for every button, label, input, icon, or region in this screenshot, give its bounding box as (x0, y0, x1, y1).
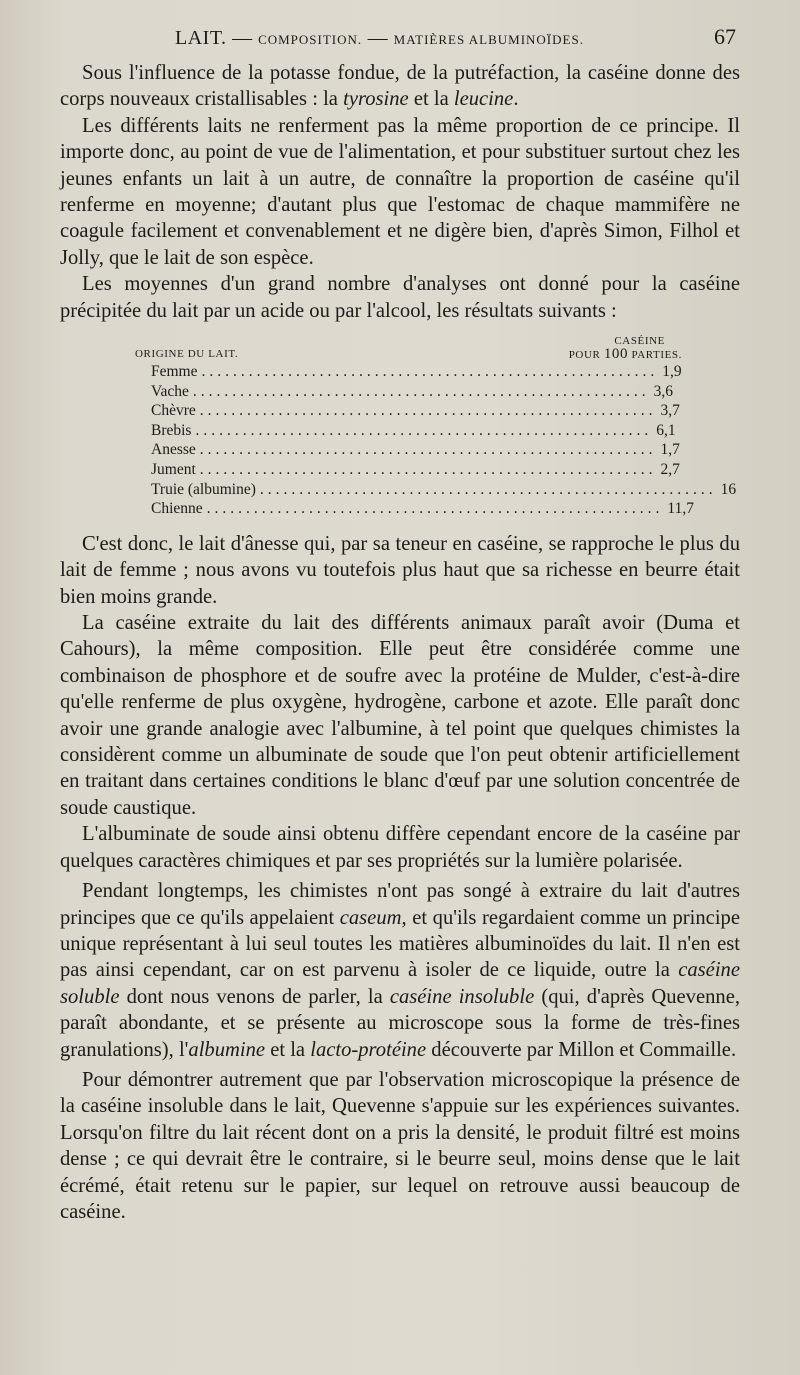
header-title: LAIT. (175, 27, 227, 49)
leader-dots: .......................................................... (199, 402, 657, 420)
casein-table (60, 332, 740, 519)
leader-dots: .......................................................... (201, 363, 659, 381)
table-row (60, 480, 737, 500)
row-value: 3,6 (653, 382, 673, 400)
page-number: 67 (714, 24, 736, 49)
term-lacto-proteine: lacto-protéine (310, 1038, 427, 1061)
table-header-hundred: 100 (603, 346, 629, 363)
term-caseine-insoluble: caséine insoluble (389, 985, 535, 1008)
term-albumine: albumine (188, 1038, 266, 1061)
row-value: 11,7 (667, 500, 694, 518)
row-origin: Chienne (151, 500, 203, 518)
row-value: 6,1 (656, 421, 676, 439)
p1-text-c: . (513, 88, 519, 111)
running-title (175, 27, 584, 50)
table-header-parties: PARTIES. (631, 349, 682, 362)
table-header-origin: ORIGINE DU LAIT. (135, 348, 239, 361)
p7-text-e: et la (265, 1038, 311, 1061)
p7-text-f: découverte par Millon et Commaille. (426, 1038, 737, 1061)
leader-dots: .......................................................... (206, 500, 664, 518)
table-header-parts (569, 345, 682, 366)
header-subsection: MATIÈRES ALBUMINOÏDES. (393, 32, 584, 47)
row-value: 2,7 (660, 461, 680, 479)
term-caseum: caseum (339, 906, 402, 929)
leader-dots: .......................................................... (259, 480, 717, 498)
table-header (60, 332, 740, 362)
paragraph-5: La caséine extraite du lait des différents animaux paraît avoir (Duma et Cahours), la même composition. Elle peut être considérée comme une combinaison de phosphore et de soufre avec la protéine de Mulder, c'est-à-dire qu'elle renferme de plus oxygène, hydrogène, carbone et azote. Elle paraît donc avoir une grande analogie avec l'albumine, à tel point que quelques chimistes la considèrent comme un albuminate de soude que l'on peut obtenir artificiellement en traitant dans certaines conditions le blanc d'œuf par une solution concentrée de soude caustique. (60, 612, 740, 819)
row-origin: Chèvre (151, 402, 196, 420)
p7-text-b: , et qu'ils regardaient comme un principe unique représentant à lui seul toutes les matières albuminoïdes du lait. Il n'en est pas ainsi cependant, car on est parvenu à isoler de ce liquide, outre la (60, 906, 740, 982)
header-dash-2: — (367, 27, 389, 49)
p7-text-d: (qui, d'après Quevenne, paraît abondante, et se présente au microscope sous la forme de très-fines granulations), l' (60, 985, 740, 1061)
p1-text-b: et la (408, 88, 454, 111)
term-tyrosine: tyrosine (343, 88, 409, 111)
p7-text-a: Pendant longtemps, les chimistes n'ont pas songé à extraire du lait d'autres principes que ce qu'ils appelaient (60, 880, 740, 929)
table-header-casein: CASÉINE (614, 335, 665, 348)
paragraph-1 (60, 60, 740, 113)
row-origin: Femme (151, 363, 198, 381)
table-header-pour: POUR (568, 349, 601, 362)
paragraph-8: Pour démontrer autrement que par l'observation microscopique la présence de la caséine insoluble dans le lait, Quevenne s'appuie sur les expériences suivantes. Lorsqu'on filtre du lait récent dont on a pris la densité, le produit filtré est moins dense ; ce qui devrait être le contraire, si le beurre seul, moins dense que le lait écrémé, était retenu sur le papier, sur lequel on retrouve aussi beaucoup de caséine. (60, 1068, 740, 1223)
table-row (60, 421, 676, 441)
table-row (60, 499, 694, 519)
term-leucine: leucine (453, 88, 514, 111)
table-row (60, 401, 680, 421)
paragraph-6: L'albuminate de soude ainsi obtenu diffère cependant encore de la caséine par quelques caractères chimiques et par ses propriétés sur la lumière polarisée. (60, 823, 740, 872)
header-dash: — (232, 27, 253, 49)
row-value: 16 (720, 480, 737, 498)
paragraph-7 (60, 878, 740, 1063)
row-origin: Anesse (151, 441, 196, 459)
leader-dots: .......................................................... (199, 461, 657, 479)
row-value: 3,7 (660, 402, 680, 420)
p1-text-a: Sous l'influence de la potasse fondue, de la putréfaction, la caséine donne des corps nouveaux cristallisables : la (60, 62, 740, 111)
running-header (60, 24, 736, 54)
row-origin: Vache (151, 382, 189, 400)
page-body (60, 60, 740, 1225)
leader-dots: .......................................................... (195, 421, 653, 439)
term-caseine-soluble: caséine soluble (60, 959, 740, 1008)
table-row (60, 382, 673, 402)
paragraph-4: C'est donc, le lait d'ânesse qui, par sa teneur en caséine, se rapproche le plus du lait de femme ; nous avons vu toutefois plus haut que sa richesse en beurre était bien moins grande. (60, 532, 740, 608)
row-origin: Brebis (151, 421, 192, 439)
row-origin: Jument (151, 461, 196, 479)
table-row (60, 440, 680, 460)
header-section: COMPOSITION. (258, 32, 363, 47)
paragraph-2: Les différents laits ne renferment pas la même proportion de ce principe. Il importe donc, au point de vue de l'alimentation, et pour substituer surtout chez les jeunes enfants un lait à un autre, de connaître la proportion de caséine qu'il renferme en moyenne; d'autant plus que l'estomac de chaque mammifère ne coagule facilement et convenablement et ne digère bien, d'après Simon, Filhol et Jolly, que le lait de son espèce. (60, 114, 740, 269)
row-origin: Truie (albumine) (151, 480, 256, 498)
paragraph-3: Les moyennes d'un grand nombre d'analyses ont donné pour la caséine précipitée du lait par un acide ou par l'alcool, les résultats suivants : (60, 273, 740, 322)
row-value: 1,9 (662, 363, 682, 381)
table-row (60, 460, 680, 480)
leader-dots: .......................................................... (192, 382, 650, 400)
p7-text-c: dont nous venons de parler, la (119, 985, 390, 1008)
leader-dots: .......................................................... (199, 441, 657, 459)
row-value: 1,7 (660, 441, 680, 459)
